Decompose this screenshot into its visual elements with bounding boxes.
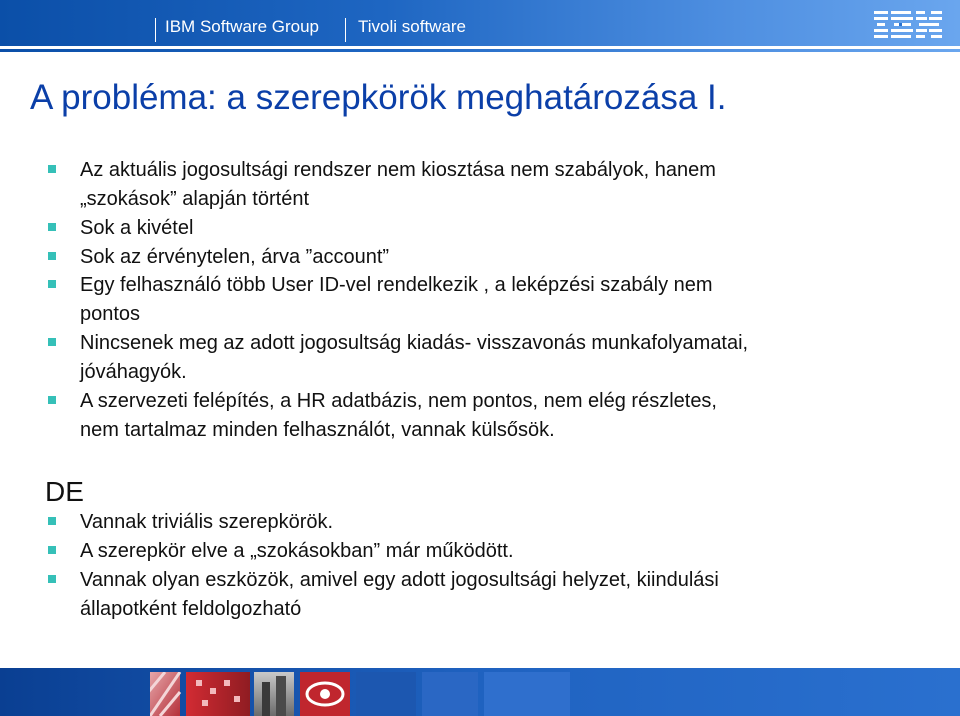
bullet-icon	[48, 396, 56, 404]
bullet-icon	[48, 517, 56, 525]
slide-title: A probléma: a szerepkörök meghatározása I.	[30, 78, 727, 117]
header-bar	[0, 0, 960, 52]
problem-item-1-line-1: Az aktuális jogosultsági rendszer nem kiosztása nem szabályok, hanem	[80, 159, 716, 181]
bullet-icon	[48, 546, 56, 554]
bullet-icon	[48, 575, 56, 583]
de-heading: DE	[45, 476, 84, 507]
header-group-label: IBM Software Group	[165, 17, 320, 36]
problem-item-5-line-1: Nincsenek meg az adott jogosultság kiadás- visszavonás munkafolyamatai,	[80, 332, 749, 354]
ibm-logo-icon	[874, 11, 942, 38]
solution-item-2: A szerepkör elve a „szokásokban” már működött.	[80, 540, 514, 562]
header-product-label: Tivoli software	[358, 17, 467, 36]
problem-item-6-line-1: A szervezeti felépítés, a HR adatbázis, nem pontos, nem elég részletes,	[80, 390, 717, 412]
header-divider	[0, 46, 960, 49]
header-separator	[345, 18, 346, 42]
problem-item-5-line-2: jóváhagyók.	[80, 361, 187, 383]
bullet-icon	[48, 165, 56, 173]
header-separator	[155, 18, 156, 42]
problem-item-1-line-2: „szokások” alapján történt	[80, 188, 310, 210]
problem-item-3: Sok az érvénytelen, árva ”account”	[80, 246, 390, 268]
footer-image-strip	[150, 672, 570, 716]
solution-item-3-line-1: Vannak olyan eszközök, amivel egy adott jogosultsági helyzet, kiindulási	[80, 569, 719, 591]
bullet-icon	[48, 252, 56, 260]
solution-item-1: Vannak triviális szerepkörök.	[80, 511, 334, 533]
problem-item-2: Sok a kivétel	[80, 217, 194, 239]
problem-item-4-line-1: Egy felhasználó több User ID-vel rendelkezik , a leképzési szabály nem	[80, 274, 713, 296]
problem-item-6-line-2: nem tartalmaz minden felhasználót, vannak külsősök.	[80, 419, 555, 441]
bullet-icon	[48, 280, 56, 288]
bullet-icon	[48, 338, 56, 346]
problem-item-4-line-2: pontos	[80, 303, 141, 325]
solution-item-3-line-2: állapotként feldolgozható	[80, 598, 302, 620]
bullet-icon	[48, 223, 56, 231]
